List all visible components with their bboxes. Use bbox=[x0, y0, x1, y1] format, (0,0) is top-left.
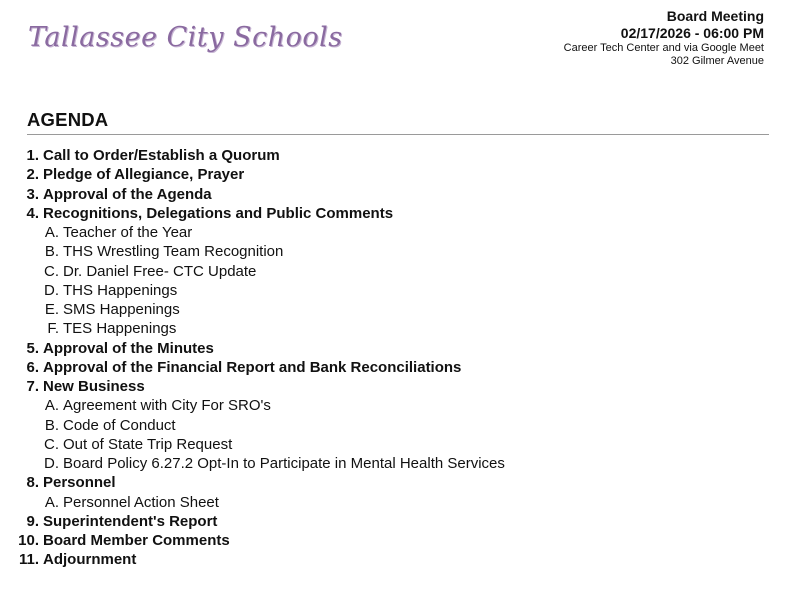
agenda-heading: AGENDA bbox=[27, 109, 109, 130]
agenda-subitem bbox=[0, 300, 791, 319]
agenda-item-number: 10. bbox=[18, 532, 39, 549]
agenda-item-number: A. bbox=[44, 397, 59, 415]
agenda-subitem bbox=[0, 454, 791, 473]
agenda-subitem bbox=[0, 262, 791, 281]
agenda-item-text: TES Happenings bbox=[63, 320, 177, 338]
agenda-item bbox=[0, 473, 791, 492]
agenda-item-text: Approval of the Minutes bbox=[43, 339, 214, 357]
meeting-address: 302 Gilmer Avenue bbox=[670, 54, 764, 67]
agenda-item-text: Recognitions, Delegations and Public Comments bbox=[43, 204, 394, 222]
agenda-subitem bbox=[0, 319, 791, 338]
agenda-item bbox=[0, 339, 791, 358]
agenda-item-number: 4. bbox=[26, 204, 39, 222]
meeting-location: Career Tech Center and via Google Meet bbox=[563, 41, 764, 54]
agenda-item-text: Board Policy 6.27.2 Opt-In to Participate in Mental Health Services bbox=[63, 455, 505, 472]
agenda-subitem bbox=[0, 281, 791, 300]
agenda-item-text: Personnel Action Sheet bbox=[63, 493, 219, 511]
agenda-item-number: 7. bbox=[26, 378, 39, 395]
agenda-item-number: D. bbox=[44, 455, 59, 472]
agenda-item-number: 1. bbox=[26, 147, 39, 164]
agenda-item-number: A. bbox=[44, 224, 59, 241]
agenda-item-text: Board Member Comments bbox=[43, 532, 230, 549]
agenda-item-number: D. bbox=[44, 281, 59, 299]
agenda-item-text: Call to Order/Establish a Quorum bbox=[43, 147, 280, 164]
agenda-item-text: THS Wrestling Team Recognition bbox=[63, 243, 284, 261]
agenda-item-text: SMS Happenings bbox=[63, 301, 180, 318]
agenda-item-text: New Business bbox=[43, 378, 145, 395]
agenda-item-text: Code of Conduct bbox=[63, 416, 176, 434]
meeting-datetime: 02/17/2026 - 06:00 PM bbox=[620, 24, 764, 41]
agenda-item-number: C. bbox=[44, 262, 59, 280]
agenda-item-text: Approval of the Agenda bbox=[43, 185, 212, 203]
agenda-item bbox=[0, 531, 791, 550]
agenda-item-text: Agreement with City For SRO's bbox=[63, 397, 271, 415]
agenda-item bbox=[0, 512, 791, 531]
agenda-item-number: 9. bbox=[26, 512, 39, 530]
agenda-subitem bbox=[0, 242, 791, 261]
agenda-item-number: 5. bbox=[26, 339, 39, 357]
agenda-item bbox=[0, 358, 791, 377]
agenda-item bbox=[0, 185, 791, 204]
agenda-item-number: 11. bbox=[18, 551, 39, 569]
agenda-item-number: C. bbox=[44, 435, 59, 453]
heading-divider bbox=[27, 134, 769, 135]
agenda-item-text: Approval of the Financial Report and Bank Reconciliations bbox=[43, 358, 462, 376]
agenda-subitem bbox=[0, 435, 791, 454]
agenda-item bbox=[0, 204, 791, 223]
agenda-item-number: 8. bbox=[26, 474, 39, 492]
agenda-subitem bbox=[0, 493, 791, 512]
agenda-item-text: Teacher of the Year bbox=[63, 224, 193, 241]
agenda-item bbox=[0, 165, 791, 184]
agenda-item-text: Superintendent's Report bbox=[43, 512, 218, 530]
agenda-subitem bbox=[0, 416, 791, 435]
agenda-item-number: B. bbox=[44, 243, 59, 261]
agenda-item-number: 6. bbox=[26, 358, 39, 376]
agenda-item-number: F. bbox=[47, 320, 59, 338]
agenda-item-number: 3. bbox=[26, 185, 39, 203]
agenda-item bbox=[0, 146, 791, 165]
agenda-item bbox=[0, 377, 791, 396]
agenda-item-number: B. bbox=[44, 416, 59, 434]
agenda-item-text: Personnel bbox=[43, 474, 116, 492]
agenda-list bbox=[0, 146, 791, 570]
agenda-subitem bbox=[0, 396, 791, 415]
meeting-info bbox=[564, 8, 764, 68]
agenda-item-number: A. bbox=[44, 493, 59, 511]
agenda-item-number: E. bbox=[44, 301, 59, 318]
district-logo: Tallassee City Schools bbox=[28, 22, 343, 53]
agenda-subitem bbox=[0, 223, 791, 242]
agenda-item-number: 2. bbox=[26, 166, 39, 184]
agenda-item-text: THS Happenings bbox=[63, 281, 178, 299]
agenda-item-text: Pledge of Allegiance, Prayer bbox=[43, 166, 245, 184]
agenda-item-text: Dr. Daniel Free- CTC Update bbox=[63, 262, 257, 280]
agenda-item-text: Adjournment bbox=[43, 551, 137, 569]
meeting-title: Board Meeting bbox=[666, 8, 764, 24]
agenda-item-text: Out of State Trip Request bbox=[63, 435, 233, 453]
agenda-item bbox=[0, 550, 791, 569]
